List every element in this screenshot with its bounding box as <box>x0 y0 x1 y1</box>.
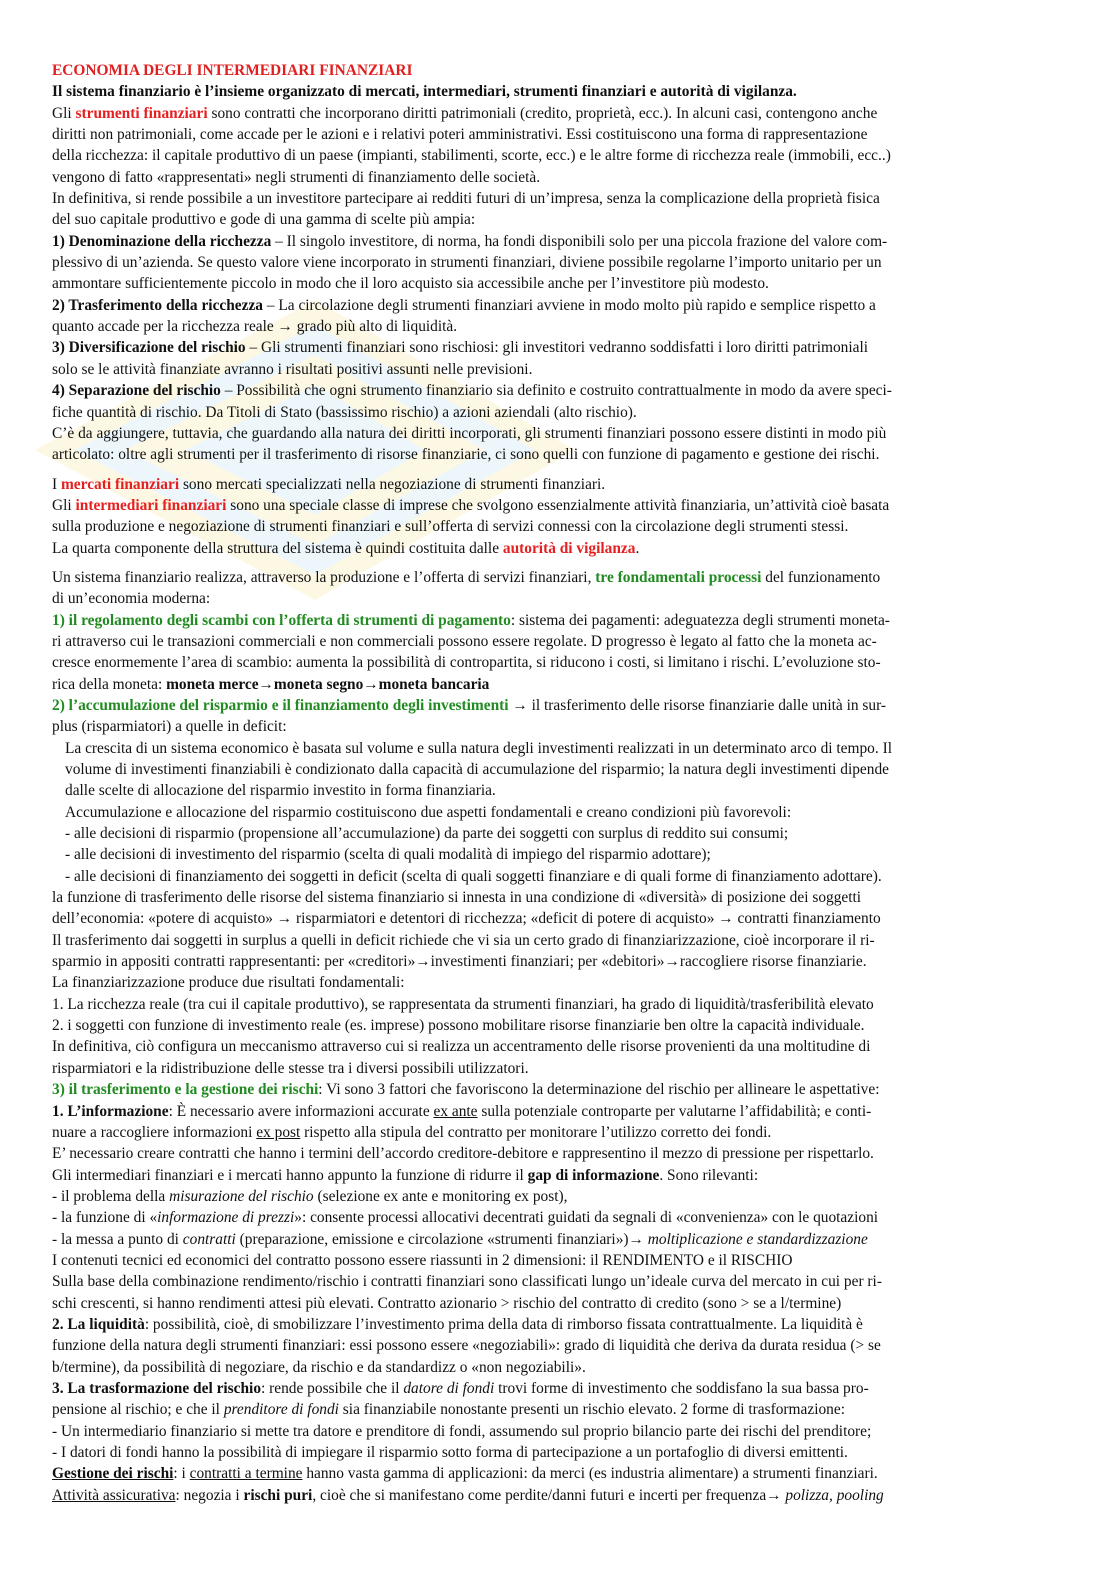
text-line <box>52 1463 1070 1484</box>
text-line <box>52 972 1070 993</box>
text-run: dell’economia: «potere di acquisto» → risparmiatori e detentori di ricchezza; «deficit di potere di acquisto» → contratti finanziamento <box>52 910 881 928</box>
text-line <box>52 674 1070 695</box>
text-run: informazione di prezzi <box>157 1209 295 1227</box>
text-run: : Vi sono 3 fattori che favoriscono la determinazione del rischio per allineare le aspettative: <box>318 1081 880 1099</box>
text-line <box>52 823 1070 844</box>
text-run: dalle scelte di allocazione del risparmio investito in forma finanziaria. <box>65 782 496 800</box>
text-run: - alle decisioni di finanziamento dei soggetti in deficit (scelta di quali soggetti finanziare e di quali forme di finanziamento adottare). <box>65 867 882 885</box>
text-run: schi crescenti, si hanno rendimenti attesi più elevati. Contratto azionario > rischio del contratto di credito (sono > se a l/termine) <box>52 1294 842 1312</box>
text-line <box>52 1421 1070 1442</box>
paragraph-gap <box>52 559 1070 567</box>
text-run: : È necessario avere informazioni accurate <box>168 1102 434 1120</box>
text-run: : rende possibile che il <box>261 1379 404 1397</box>
text-run: volume di investimenti finanziabili è condizionato dalla capacità di accumulazione del risparmio; la natura degli investimenti dipende <box>65 761 889 778</box>
text-line <box>52 844 1070 865</box>
text-run: vengono di fatto «rappresentati» negli strumenti di finanziamento delle società. <box>52 168 541 186</box>
text-run: ammontare sufficientemente piccolo in modo che il loro acquisto sia accessibile anche per l’investitore più modesto. <box>52 275 769 293</box>
paragraph-gap <box>52 466 1070 474</box>
text-line <box>52 1335 1070 1356</box>
text-line <box>52 380 1070 401</box>
text-run: I contenuti tecnici ed economici del contratto possono essere riassunti in 2 dimensioni: il RENDIMENTO e il RISCHIO <box>52 1251 793 1269</box>
text-run: della ricchezza: il capitale produttivo di un paese (impianti, stabilimenti, scorte, ecc.) e le altre forme di ricchezza reale (immobili, ecc..) <box>52 147 891 165</box>
text-run: 1) il regolamento degli scambi con l’offerta di strumenti di pagamento <box>52 611 511 629</box>
text-run: – La circolazione degli strumenti finanziari avviene in modo molto più rapido e semplice rispetto a <box>262 296 876 314</box>
text-line <box>52 538 1070 559</box>
text-line <box>52 316 1070 337</box>
text-line <box>52 908 1070 929</box>
text-run: Gli <box>52 104 76 122</box>
text-run: contratti <box>182 1230 236 1248</box>
text-run: Un sistema finanziario realizza, attraverso la produzione e l’offerta di servizi finanziari, <box>52 568 596 586</box>
text-line <box>52 103 1070 124</box>
text-run: – Possibilità che ogni strumento finanziario sia definito e costruito contrattualmente in modo da avere speci- <box>220 382 892 400</box>
text-line <box>52 930 1070 951</box>
text-line <box>52 474 1070 495</box>
text-run: quanto accade per la ricchezza reale → grado più alto di liquidità. <box>52 318 458 336</box>
text-run: I <box>52 475 61 493</box>
text-line <box>52 866 1070 887</box>
text-line <box>52 188 1070 209</box>
text-line <box>52 1122 1070 1143</box>
text-run: misurazione del rischio <box>169 1187 314 1205</box>
text-line <box>52 780 1070 801</box>
text-run: sono contratti che incorporano diritti patrimoniali (credito, proprietà, ecc.). In alcuni casi, contengono anche <box>207 104 878 122</box>
text-line <box>52 1036 1070 1057</box>
text-run: articolato: oltre agli strumenti per il trasferimento di risorse finanziarie, ci sono quelli con funzione di pagamento e gestione dei rischi. <box>52 446 880 464</box>
text-run: : i <box>173 1465 190 1483</box>
text-run: → il trasferimento delle risorse finanziarie dalle unità in sur- <box>508 696 887 714</box>
text-run: prenditore di fondi <box>223 1401 339 1419</box>
text-line <box>52 716 1070 737</box>
text-run: La quarta componente della struttura del sistema è quindi costituita dalle <box>52 539 503 557</box>
text-run: autorità di vigilanza <box>502 539 636 557</box>
text-line <box>52 81 1070 102</box>
text-run: Gli <box>52 496 76 514</box>
text-run: - il problema della <box>52 1187 170 1205</box>
text-line <box>52 695 1070 716</box>
text-run: sono mercati specializzati nella negoziazione di strumenti finanziari. <box>179 475 606 493</box>
text-run: 2) l’accumulazione del risparmio e il finanziamento degli investimenti <box>52 696 509 714</box>
text-run: - I datori di fondi hanno la possibilità di impiegare il risparmio sotto forma di partecipazione a un portafoglio di diversi emittenti. <box>52 1444 848 1461</box>
text-run: La crescita di un sistema economico è basata sul volume e sulla natura degli investimenti realizzati in un determinato arco di tempo. Il <box>65 739 892 757</box>
text-line <box>52 567 1070 588</box>
text-line <box>52 359 1070 380</box>
text-line <box>52 631 1070 652</box>
text-run: 3) Diversificazione del rischio <box>52 339 246 357</box>
text-run: plessivo di un’azienda. Se questo valore viene incorporato in strumenti finanziari, diviene possibile regolarne l’importo unitario per un <box>52 254 882 272</box>
text-run: - alle decisioni di investimento del risparmio (scelta di quali modalità di impiego del risparmio adottare); <box>65 846 711 864</box>
document-title: ECONOMIA DEGLI INTERMEDIARI FINANZIARI <box>52 62 413 79</box>
text-line <box>52 802 1070 823</box>
text-run: ri attraverso cui le transazioni commerciali e non commerciali possono essere regolate. D progresso è legato al fatto che la moneta ac- <box>52 632 877 650</box>
text-line <box>52 1207 1070 1228</box>
text-run: nuare a raccogliere informazioni <box>52 1123 257 1141</box>
text-run: di un’economia moderna: <box>52 590 211 608</box>
text-line <box>52 252 1070 273</box>
text-run: Il trasferimento dai soggetti in surplus a quelli in deficit richiede che vi sia un certo grado di finanziarizzazione, cioè incorporare il ri- <box>52 931 875 949</box>
text-run: 1. L’informazione <box>52 1102 169 1120</box>
text-line <box>52 738 1070 759</box>
text-run: »: consente processi allocativi decentrati guidati da segnali di «convenienza» con le quotazioni <box>294 1209 879 1227</box>
text-run: 3) il trasferimento e la gestione dei rischi <box>52 1081 319 1099</box>
text-run: funzione della natura degli strumenti finanziari: essi possono essere «negoziabili»: grado di liquidità che deriva da durata residua (> se <box>52 1337 881 1355</box>
text-line <box>52 1165 1070 1186</box>
text-run: In definitiva, ciò configura un meccanismo attraverso cui si realizza un accentramento delle risorse provenienti da una moltitudine di <box>52 1038 871 1056</box>
text-line <box>52 295 1070 316</box>
text-line <box>52 337 1070 358</box>
text-run: contratti a termine <box>189 1465 303 1483</box>
text-line <box>52 1101 1070 1122</box>
text-run: datore di fondi <box>403 1379 495 1397</box>
text-run: ex ante <box>433 1102 478 1120</box>
text-line <box>52 1399 1070 1420</box>
text-line <box>52 610 1070 631</box>
text-line <box>52 887 1070 908</box>
text-line <box>52 1186 1070 1207</box>
text-run: rica della moneta: <box>52 675 167 693</box>
text-run: 1) Denominazione della ricchezza <box>52 232 272 250</box>
text-line <box>52 1229 1070 1250</box>
text-run: strumenti finanziari <box>75 104 208 122</box>
text-run: la funzione di trasferimento delle risorse del sistema finanziario si innesta in una condizione di «diversità» di posizione dei soggetti <box>52 889 862 907</box>
text-line <box>52 951 1070 972</box>
text-run: plus (risparmiatori) a quelle in deficit: <box>52 718 287 736</box>
text-line <box>52 1378 1070 1399</box>
text-line <box>52 588 1070 609</box>
document-body <box>52 81 1070 1506</box>
text-run: (selezione ex ante e monitoring ex post), <box>313 1187 568 1205</box>
text-run: 4) Separazione del rischio <box>52 382 221 400</box>
text-run: Accumulazione e allocazione del risparmio costituiscono due aspetti fondamentali e creano condizioni più favorevoli: <box>65 803 792 821</box>
text-run: trovi forme di investimento che soddisfano la sua bassa pro- <box>494 1379 869 1397</box>
text-run: ex post <box>256 1123 301 1141</box>
text-run: mercati finanziari <box>60 475 180 493</box>
text-run: : possibilità, cioè, di smobilizzare l’investimento prima della data di rimborso fissata contrattualmente. La liquidità è <box>144 1315 863 1333</box>
text-run: La finanziarizzazione produce due risultati fondamentali: <box>52 974 405 992</box>
text-run: In definitiva, si rende possibile a un investitore partecipare ai redditi futuri di un’impresa, senza la complicazione della proprietà fisica <box>52 190 880 208</box>
text-run: diritti non patrimoniali, come accade per le azioni e i relativi poteri amministrativi. Essi costituiscono una forma di rappresentazione <box>52 126 868 144</box>
text-run: Gestione dei rischi <box>52 1465 174 1483</box>
text-line <box>52 1079 1070 1100</box>
text-run: sono una speciale classe di imprese che svolgono essenzialmente attività finanziaria, un’attività cioè basata <box>226 496 890 514</box>
text-run: sia finanziabile nonostante presenti un rischio elevato. 2 forme di trasformazione: <box>338 1401 845 1419</box>
text-line <box>52 167 1070 188</box>
text-run: rispetto alla stipula del contratto per monitorare l’utilizzo corretto dei fondi. <box>300 1123 772 1141</box>
text-line <box>52 273 1070 294</box>
document-page <box>52 60 1070 1506</box>
text-line <box>52 759 1070 780</box>
text-line <box>52 209 1070 230</box>
text-line <box>52 1314 1070 1335</box>
text-line <box>52 444 1070 465</box>
text-line <box>52 516 1070 537</box>
text-line <box>52 1250 1070 1271</box>
text-line <box>52 402 1070 423</box>
text-run: risparmiatori e la ridistribuzione delle stesse tra i diversi possibili utilizzatori. <box>52 1059 529 1077</box>
text-run: (preparazione, emissione e circolazione «strumenti finanziari»)→ <box>235 1230 648 1248</box>
text-run: gap di informazione <box>527 1166 660 1184</box>
text-run: - Un intermediario finanziario si mette tra datore e prenditore di fondi, assumendo sul proprio bilancio parte dei rischi del prenditore; <box>52 1422 872 1440</box>
text-run: moltiplicazione e standardizzazione <box>647 1230 868 1248</box>
text-run: . <box>635 539 640 557</box>
text-line <box>52 1485 1070 1506</box>
text-line <box>52 652 1070 673</box>
text-run: - la messa a punto di <box>52 1230 183 1248</box>
text-line <box>52 423 1070 444</box>
text-run: C’è da aggiungere, tuttavia, che guardando alla natura dei diritti incorporati, gli strumenti finanziari possono essere distinti in modo più <box>52 424 887 442</box>
text-run: hanno vasta gamma di applicazioni: da merci (es industria alimentare) a strumenti finanziari. <box>302 1465 878 1483</box>
text-run: Gli intermediari finanziari e i mercati hanno appunto la funzione di ridurre il <box>52 1166 528 1184</box>
text-run: 2. La liquidità <box>52 1315 145 1333</box>
text-line <box>52 1271 1070 1292</box>
text-run: sulla potenziale controparte per valutarne l’affidabilità; e conti- <box>477 1102 872 1120</box>
text-line <box>52 1058 1070 1079</box>
text-run: Attività assicurativa <box>52 1486 176 1504</box>
text-run: Il sistema finanziario è l’insieme organizzato di mercati, intermediari, strumenti finanziari e autorità di vigilanza. <box>52 83 797 101</box>
text-run: pensione al rischio; e che il <box>52 1401 224 1419</box>
text-run: - alle decisioni di risparmio (propensione all’accumulazione) da parte dei soggetti con surplus di reddito sui consumi; <box>65 825 789 843</box>
text-run: solo se le attività finanziate avranno i risultati positivi assunti nelle previsioni. <box>52 360 533 378</box>
text-run: - la funzione di « <box>52 1209 158 1227</box>
text-run: polizza, pooling <box>785 1486 884 1504</box>
text-line <box>52 1357 1070 1378</box>
text-run: 2) Trasferimento della ricchezza <box>52 296 263 314</box>
text-line <box>52 1442 1070 1463</box>
text-run: del suo capitale produttivo e gode di una gamma di scelte più ampia: <box>52 211 476 229</box>
text-run: : negozia i <box>175 1486 244 1504</box>
text-run: intermediari finanziari <box>75 496 227 514</box>
text-run: moneta merce→moneta segno→moneta bancaria <box>166 675 490 693</box>
text-run: sparmio in appositi contratti rappresentanti: per «creditori»→investimenti finanziari; per «debitori»→raccogliere risorse finanziarie. <box>52 953 867 971</box>
text-line <box>52 1293 1070 1314</box>
text-run: 2. i soggetti con funzione di investimento reale (es. imprese) possono mobilitare risorse finanziarie ben oltre la capacità individuale. <box>52 1017 865 1035</box>
text-run: Sulla base della combinazione rendimento/rischio i contratti finanziari sono classificati lungo un’ideale curva del mercato in cui per ri- <box>52 1273 882 1291</box>
text-line <box>52 495 1070 516</box>
text-line <box>52 145 1070 166</box>
text-line <box>52 1143 1070 1164</box>
text-run: rischi puri <box>243 1486 313 1504</box>
text-run: 1. La ricchezza reale (tra cui il capitale produttivo), se rappresentata da strumenti finanziari, ha grado di liquidità/trasferibilità elevato <box>52 995 874 1013</box>
text-run: – Il singolo investitore, di norma, ha fondi disponibili solo per una piccola frazione del valore com- <box>271 232 888 250</box>
text-run: . Sono rilevanti: <box>659 1166 759 1184</box>
text-line <box>52 1015 1070 1036</box>
text-run: tre fondamentali processi <box>595 568 762 586</box>
text-run: sulla produzione e negoziazione di strumenti finanziari e sull’offerta di servizi connessi con la circolazione degli strumenti stessi. <box>52 518 849 536</box>
text-run: del funzionamento <box>761 568 881 586</box>
text-line <box>52 124 1070 145</box>
text-run: – Gli strumenti finanziari sono rischiosi: gli investitori vedranno soddisfatti i loro diritti patrimoniali <box>245 339 868 357</box>
text-run: : sistema dei pagamenti: adeguatezza degli strumenti moneta- <box>510 611 890 629</box>
text-run: fiche quantità di rischio. Da Titoli di Stato (bassissimo rischio) a azioni aziendali (alto rischio). <box>52 403 637 421</box>
text-line <box>52 231 1070 252</box>
text-run: , cioè che si manifestano come perdite/danni futuri e incerti per frequenza→ <box>312 1486 786 1504</box>
text-run: b/termine), da possibilità di negoziare, da rischio e da standardizz o «non negoziabili». <box>52 1358 586 1376</box>
text-run: 3. La trasformazione del rischio <box>52 1379 262 1397</box>
text-line <box>52 994 1070 1015</box>
text-run: cresce enormemente l’area di scambio: aumenta la possibilità di contropartita, si riducono i costi, si limitano i rischi. L’evoluzione sto- <box>52 654 881 672</box>
text-run: E’ necessario creare contratti che hanno i termini dell’accordo creditore-debitore e rappresentino il mezzo di pressione per rispettarlo. <box>52 1145 874 1163</box>
